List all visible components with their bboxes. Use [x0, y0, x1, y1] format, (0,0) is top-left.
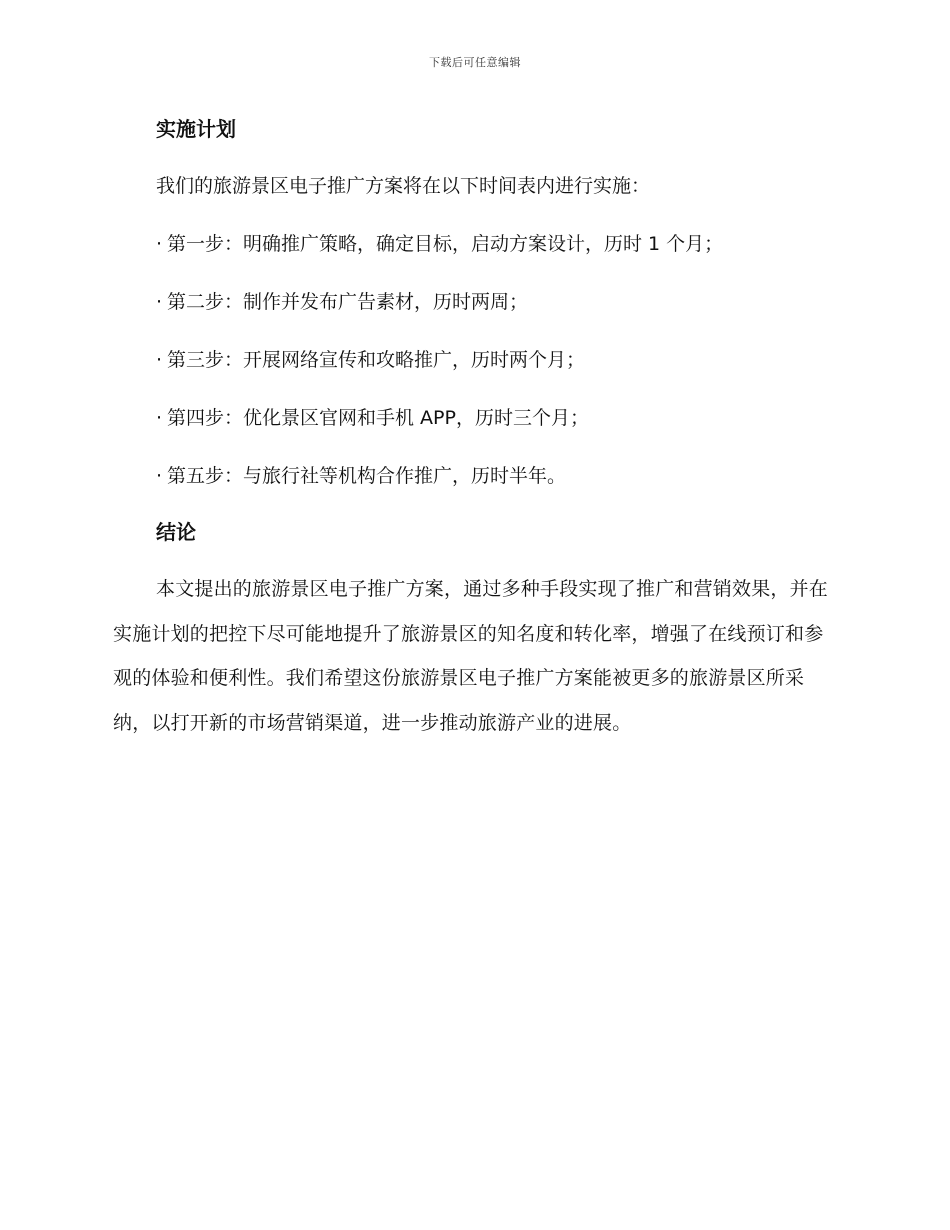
plan-steps-list [113, 227, 833, 493]
step-text: 第四步：优化景区官网和手机 APP，历时三个月； [167, 407, 589, 429]
bullet-dot: · [156, 291, 163, 313]
plan-intro: 我们的旅游景区电子推广方案将在以下时间表内进行实施： [156, 175, 651, 197]
list-item [156, 227, 833, 261]
bullet-dot: · [156, 233, 163, 255]
step-text: 第二步：制作并发布广告素材，历时两周； [167, 291, 529, 313]
list-item [156, 401, 833, 435]
plan-heading: 实施计划 [156, 117, 236, 141]
bullet-dot: · [156, 349, 163, 371]
conclusion-paragraph: 本文提出的旅游景区电子推广方案，通过多种手段实现了推广和营销效果，并在实施计划的把控下尽可能地提升了旅游景区的知名度和转化率，增强了在线预订和参观的体验和便利性。我们希望这份旅游景区电子推广方案能被更多的旅游景区所采纳，以打开新的市场营销渠道，进一步推动旅游产业的进展。 [113, 578, 829, 734]
bullet-dot: · [156, 465, 163, 487]
conclusion-heading: 结论 [156, 520, 196, 544]
step-text: 第三步：开展网络宣传和攻略推广，历时两个月； [167, 349, 586, 371]
step-text: 第五步：与旅行社等机构合作推广，历时半年。 [167, 465, 567, 487]
list-item [156, 459, 833, 493]
bullet-dot: · [156, 407, 163, 429]
document-body [113, 112, 833, 764]
list-item [156, 343, 833, 377]
list-item [156, 285, 833, 319]
page-header-note: 下载后可任意编辑 [429, 56, 521, 69]
step-text: 第一步：明确推广策略，确定目标，启动方案设计，历时 1 个月； [167, 233, 724, 255]
